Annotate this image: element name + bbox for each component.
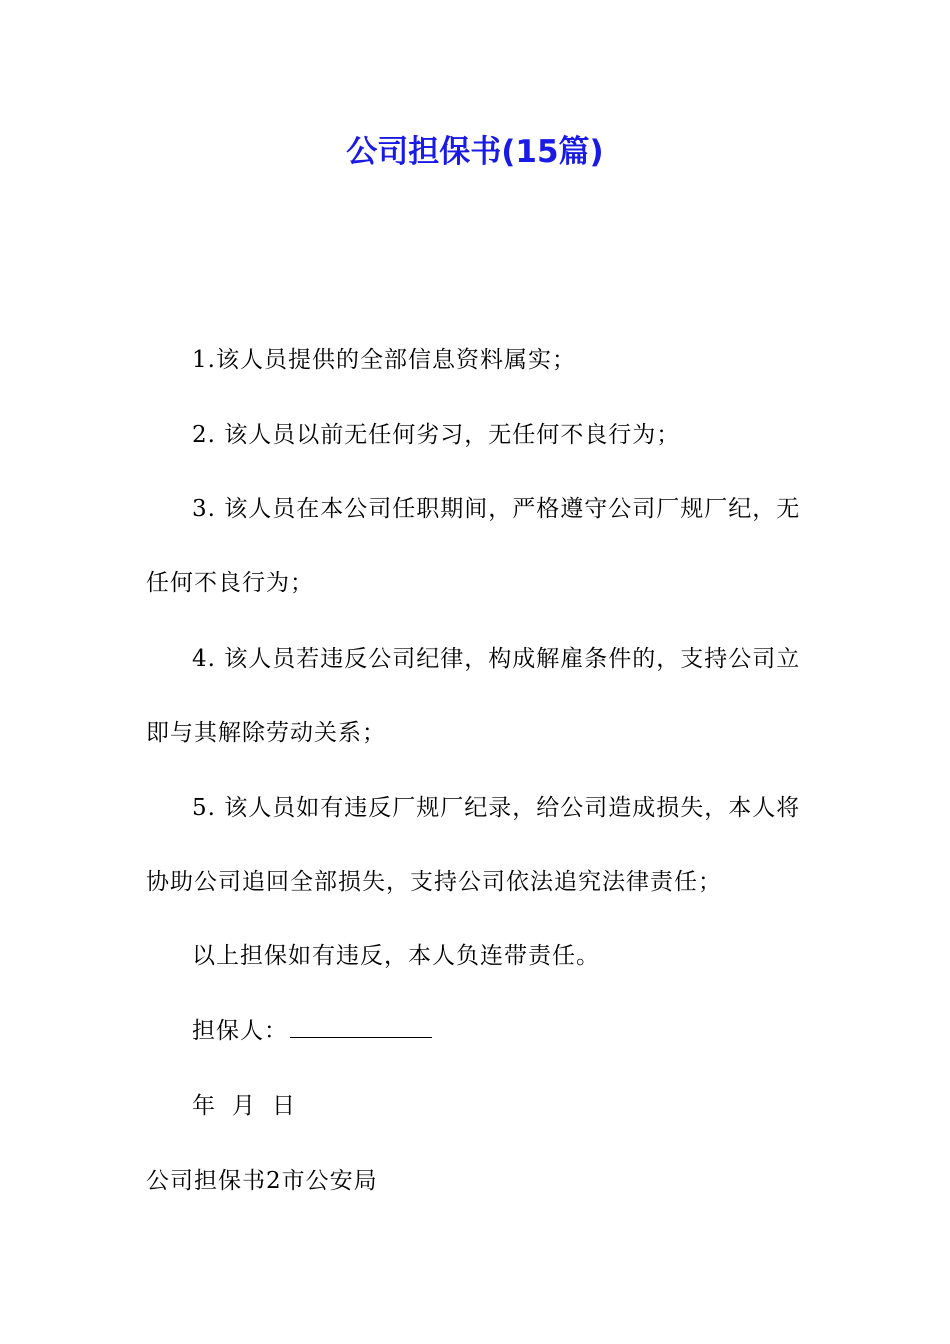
paragraph-item-3-line-1: 3. 该人员在本公司任职期间，严格遵守公司厂规厂纪，无 — [192, 496, 801, 522]
paragraph-item-5-line-1: 5. 该人员如有违反厂规厂纪录，给公司造成损失，本人将 — [192, 795, 801, 821]
guarantor-signature-line — [192, 1015, 432, 1047]
next-section-heading: 公司担保书2市公安局 — [146, 1168, 378, 1194]
guarantor-signature-blank — [290, 1015, 432, 1038]
paragraph-item-3-line-2: 任何不良行为； — [146, 570, 314, 596]
date-line — [192, 1090, 296, 1122]
document-title: 公司担保书(15篇) — [346, 134, 604, 170]
paragraph-item-2: 2. 该人员以前无任何劣习，无任何不良行为； — [192, 422, 681, 448]
paragraph-item-1: 1.该人员提供的全部信息资料属实； — [192, 347, 576, 373]
liability-statement: 以上担保如有违反，本人负连带责任。 — [192, 943, 600, 969]
paragraph-item-5-line-2: 协助公司追回全部损失，支持公司依法追究法律责任； — [146, 869, 722, 895]
paragraph-item-4-line-1: 4. 该人员若违反公司纪律，构成解雇条件的，支持公司立 — [192, 646, 801, 672]
date-year-label: 年 — [192, 1093, 216, 1119]
date-month-label: 月 — [232, 1093, 256, 1119]
paragraph-item-4-line-2: 即与其解除劳动关系； — [146, 720, 386, 746]
date-day-label: 日 — [272, 1093, 296, 1119]
guarantor-label: 担保人： — [192, 1018, 288, 1044]
